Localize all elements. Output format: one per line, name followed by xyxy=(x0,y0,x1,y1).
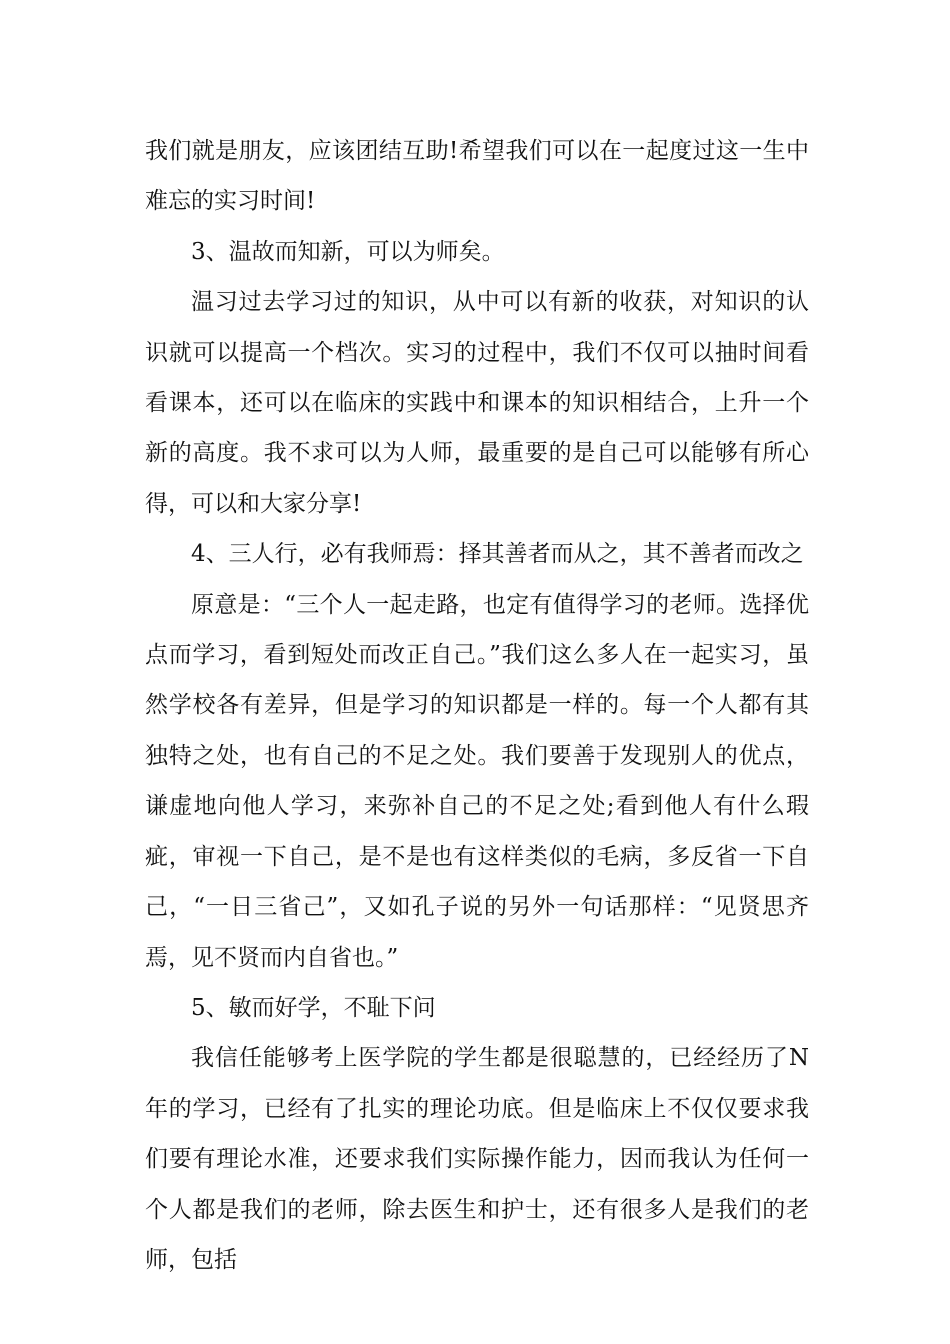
section-heading-4: 4、三人行，必有我师焉：择其善者而从之，其不善者而改之 xyxy=(191,541,804,568)
document-body xyxy=(145,126,809,1285)
paragraph-continuation: 我们就是朋友，应该团结互助!希望我们可以在一起度过这一生中难忘的实习时间! xyxy=(145,138,809,215)
section-heading-3: 3、温故而知新，可以为师矣。 xyxy=(191,238,505,265)
section-heading-5: 5、敏而好学，不耻下问 xyxy=(191,994,436,1021)
paragraph: 我信任能够考上医学院的学生都是很聪慧的，已经经历了N年的学习，已经有了扎实的理论功底。但是临床上不仅仅要求我们要有理论水准，还要求我们实际操作能力，因而我认为任何一个人都是我们的老师，除去医生和护士，还有很多人是我们的老师，包括 xyxy=(145,1045,809,1273)
paragraph: 原意是：“三个人一起走路，也定有值得学习的老师。选择优点而学习，看到短处而改正自己。”我们这么多人在一起实习，虽然学校各有差异，但是学习的知识都是一样的。每一个人都有其独特之处，也有自己的不足之处。我们要善于发现别人的优点，谦虚地向他人学习，来弥补自己的不足之处;看到他人有什么瑕疵，审视一下自己，是不是也有这样类似的毛病，多反省一下自己，“一日三省己”，又如孔子说的另外一句话那样：“见贤思齐焉，见不贤而内自省也。” xyxy=(145,591,809,971)
paragraph: 温习过去学习过的知识，从中可以有新的收获，对知识的认识就可以提高一个档次。实习的过程中，我们不仅可以抽时间看看课本，还可以在临床的实践中和课本的知识相结合，上升一个新的高度。我不求可以为人师，最重要的是自己可以能够有所心得，可以和大家分享! xyxy=(145,289,809,517)
